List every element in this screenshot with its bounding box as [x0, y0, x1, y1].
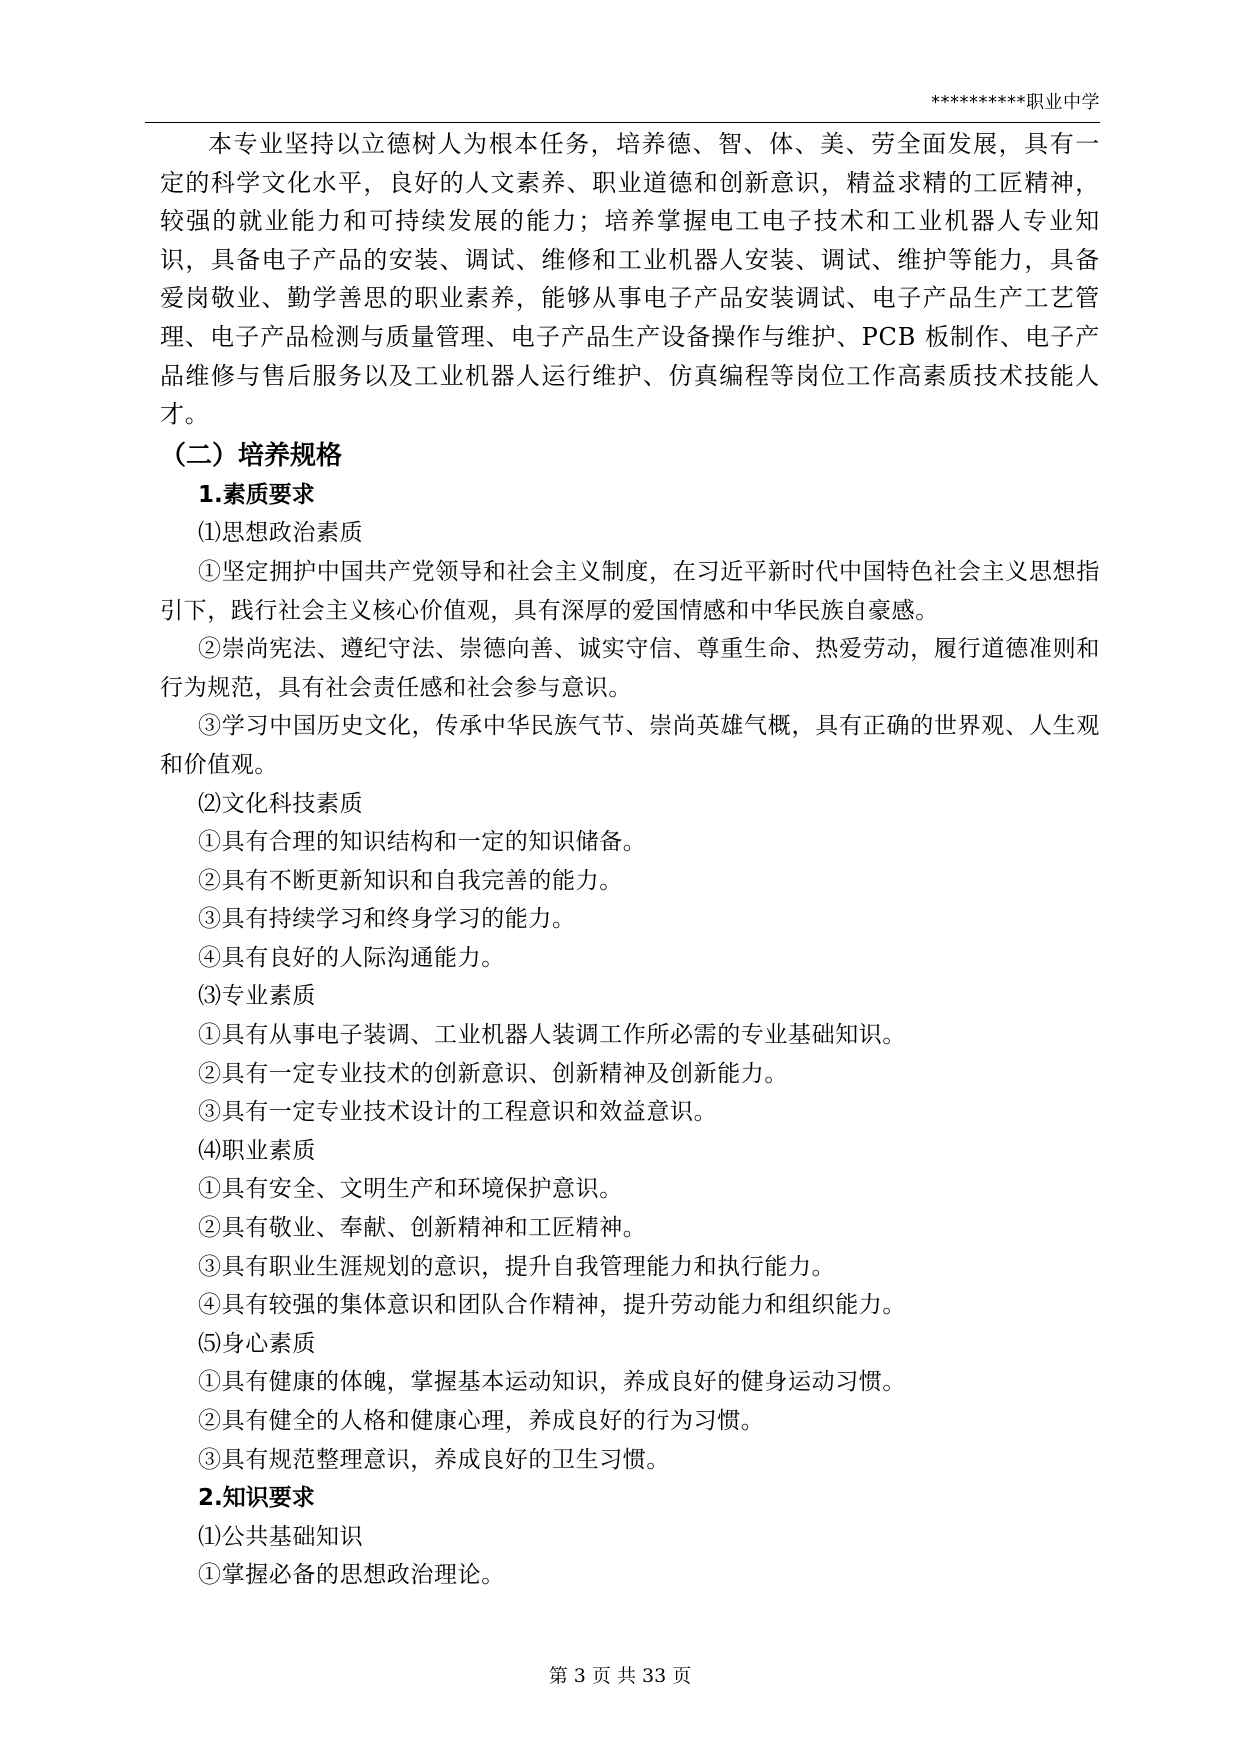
- list-item: ③具有持续学习和终身学习的能力。: [198, 906, 576, 933]
- subsection-title: ⑴公共基础知识: [198, 1523, 364, 1550]
- list-item: ①具有从事电子装调、工业机器人装调工作所必需的专业基础知识。: [198, 1022, 906, 1049]
- list-item: ③具有一定专业技术设计的工程意识和效益意识。: [198, 1099, 718, 1126]
- list-item: ①掌握必备的思想政治理论。: [198, 1562, 505, 1589]
- list-item: ②崇尚宪法、遵纪守法、崇德向善、诚实守信、尊重生命、热爱劳动，履行道德准则和行为规范，具有社会责任感和社会参与意识。: [160, 636, 1100, 701]
- list-item: ①坚定拥护中国共产党领导和社会主义制度，在习近平新时代中国特色社会主义思想指引下，践行社会主义核心价值观，具有深厚的爱国情感和中华民族自豪感。: [160, 558, 1100, 624]
- page-header: [145, 86, 1100, 123]
- list-item: ③学习中国历史文化，传承中华民族气节、崇尚英雄气概，具有正确的世界观、人生观和价值观。: [160, 713, 1100, 778]
- list-item: ③具有规范整理意识，养成良好的卫生习惯。: [198, 1446, 670, 1473]
- section-title: （二）培养规格: [160, 440, 343, 471]
- page-footer: 第 3 页 共 33 页: [548, 1665, 692, 1687]
- header-school-name: **********职业中学: [931, 92, 1100, 113]
- document-body: [160, 125, 1100, 1595]
- list-item: ②具有敬业、奉献、创新精神和工匠精神。: [198, 1215, 647, 1242]
- list-item: ②具有一定专业技术的创新意识、创新精神及创新能力。: [198, 1060, 788, 1087]
- list-item: ④具有较强的集体意识和团队合作精神，提升劳动能力和组织能力。: [198, 1292, 906, 1319]
- quality-title: 1.素质要求: [198, 481, 315, 508]
- list-item: ②具有不断更新知识和自我完善的能力。: [198, 867, 623, 894]
- subsection-title: ⑶专业素质: [198, 983, 316, 1010]
- list-item: ②具有健全的人格和健康心理，养成良好的行为习惯。: [198, 1408, 765, 1434]
- subsection-title: ⑵文化科技素质: [198, 790, 364, 817]
- list-item: ①具有合理的知识结构和一定的知识储备。: [198, 829, 647, 856]
- intro-paragraph: 本专业坚持以立德树人为根本任务，培养德、智、体、美、劳全面发展，具有一定的科学文化水平，良好的人文素养、职业道德和创新意识，精益求精的工匠精神，较强的就业能力和可持续发展的能力；培养掌握电工电子技术和工业机器人专业知识，具备电子产品的安装、调试、维修和工业机器人安装、调试、维护等能力，具备爱岗敬业、勤学善思的职业素养，能够从事电子产品安装调试、电子产品生产工艺管理、电子产品检测与质量管理、电子产品生产设备操作与维护、PCB 板制作、电子产品维修与售后服务以及工业机器人运行维护、仿真编程等岗位工作高素质技术技能人才。: [160, 130, 1100, 429]
- subsection-title: ⑷职业素质: [198, 1137, 316, 1164]
- list-item: ③具有职业生涯规划的意识，提升自我管理能力和执行能力。: [198, 1253, 836, 1280]
- list-item: ④具有良好的人际沟通能力。: [198, 944, 505, 971]
- subsection-title: ⑸身心素质: [198, 1330, 316, 1357]
- list-item: ①具有健康的体魄，掌握基本运动知识，养成良好的健身运动习惯。: [198, 1369, 906, 1396]
- list-item: ①具有安全、文明生产和环境保护意识。: [198, 1176, 623, 1203]
- knowledge-title: 2.知识要求: [198, 1485, 315, 1512]
- subsection-title: ⑴思想政治素质: [198, 520, 364, 547]
